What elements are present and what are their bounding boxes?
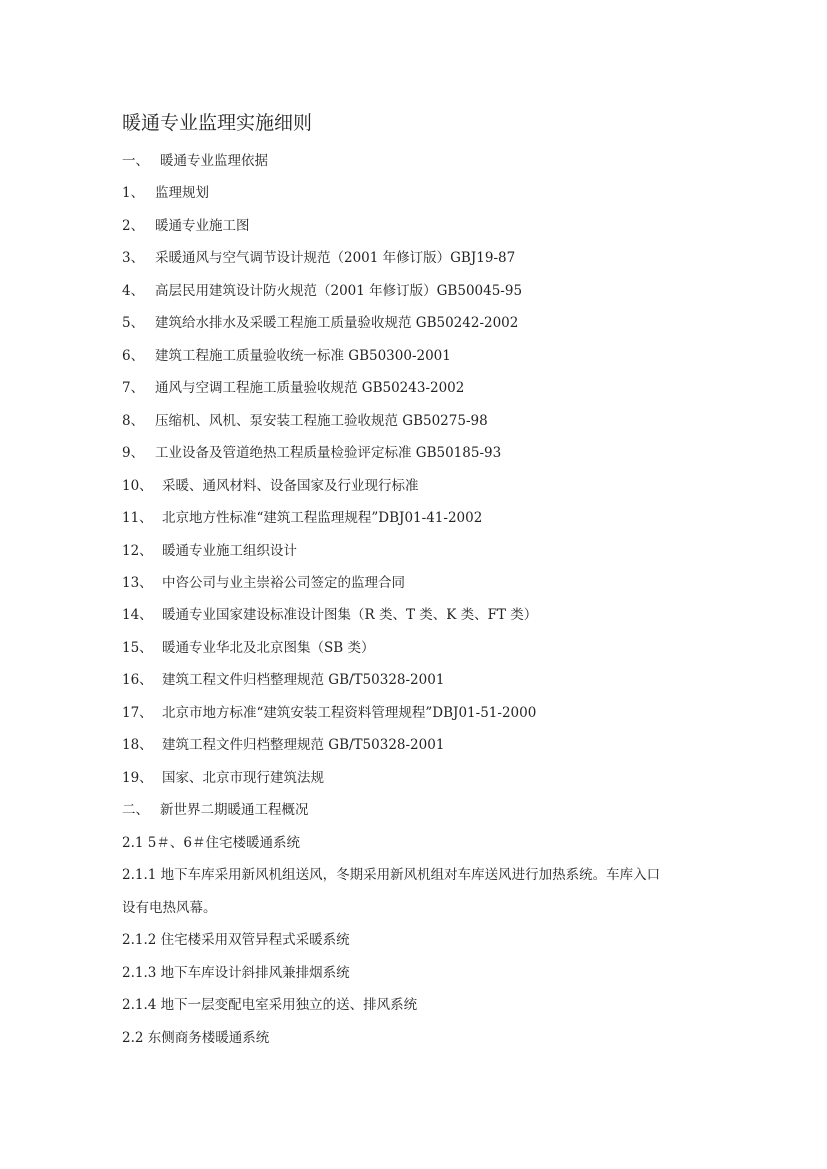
list-item-text: 暖通专业施工组织设计 <box>162 543 297 559</box>
list-item <box>122 573 405 593</box>
list-item-number: 17、 <box>122 705 153 721</box>
paragraph-line: 2.1 5＃、6＃住宅楼暖通系统 <box>122 835 300 851</box>
list-item-number: 11、 <box>122 510 153 526</box>
paragraph-line: 2.1.2 住宅楼采用双管异程式采暖系统 <box>122 932 350 948</box>
list-item-number: 13、 <box>122 575 153 591</box>
list-item-text: 新世界二期暖通工程概况 <box>160 802 309 818</box>
list-item-text: 暖通专业华北及北京图集（SB 类） <box>162 640 375 656</box>
list-item-number: 5、 <box>122 315 145 331</box>
list-item <box>122 411 488 431</box>
list-item <box>122 800 309 820</box>
list-item <box>122 313 518 333</box>
list-item <box>122 541 297 561</box>
paragraph-line: 2.1.3 地下车库设计斜排风兼排烟系统 <box>122 965 350 981</box>
paragraph-line: 2.1.4 地下一层变配电室采用独立的送、排风系统 <box>122 997 418 1013</box>
list-item-text: 建筑给水排水及采暖工程施工质量验收规范 GB50242-2002 <box>155 315 519 331</box>
paragraph-line: 2.1.1 地下车库采用新风机组送风，冬期采用新风机组对车库送风进行加热系统。车库入口 <box>122 867 661 883</box>
list-item-text: 北京地方性标准“建筑工程监理规程”DBJ01-41-2002 <box>162 510 483 526</box>
list-item-number: 15、 <box>122 640 153 656</box>
list-item-number: 8、 <box>122 413 145 429</box>
list-item-number: 一、 <box>122 153 149 169</box>
list-item-number: 9、 <box>122 445 145 461</box>
list-item-number: 18、 <box>122 737 153 753</box>
list-item <box>122 281 522 301</box>
list-item-number: 2、 <box>122 218 145 234</box>
list-item <box>122 151 268 171</box>
list-item-text: 监理规划 <box>155 185 209 201</box>
list-item <box>122 443 501 463</box>
list-item-number: 1、 <box>122 185 145 201</box>
list-item-text: 工业设备及管道绝热工程质量检验评定标准 GB50185-93 <box>155 445 502 461</box>
list-item <box>122 346 451 366</box>
list-item-text: 暖通专业监理依据 <box>160 153 268 169</box>
list-item-text: 采暖通风与空气调节设计规范（2001 年修订版）GBJ19-87 <box>155 250 516 266</box>
list-item-text: 通风与空调工程施工质量验收规范 GB50243-2002 <box>155 380 465 396</box>
list-item-number: 4、 <box>122 283 145 299</box>
paragraph-line: 设有电热风幕。 <box>122 900 217 916</box>
list-item-text: 暖通专业国家建设标准设计图集（R 类、T 类、K 类、FT 类） <box>162 607 538 623</box>
list-item <box>122 508 482 528</box>
list-item-text: 中咨公司与业主崇裕公司签定的监理合同 <box>162 575 405 591</box>
list-item <box>122 476 419 496</box>
list-item-number: 二、 <box>122 802 149 818</box>
list-item <box>122 670 444 690</box>
list-item <box>122 735 444 755</box>
list-item <box>122 216 250 236</box>
list-item-text: 采暖、通风材料、设备国家及行业现行标准 <box>162 478 419 494</box>
list-item-number: 7、 <box>122 380 145 396</box>
document-title: 暖通专业监理实施细则 <box>122 112 313 134</box>
list-item-number: 3、 <box>122 250 145 266</box>
list-item-text: 国家、北京市现行建筑法规 <box>162 770 324 786</box>
list-item-text: 暖通专业施工图 <box>155 218 250 234</box>
list-item <box>122 703 536 723</box>
list-item-number: 6、 <box>122 348 145 364</box>
list-item-number: 10、 <box>122 478 153 494</box>
list-item-text: 建筑工程文件归档整理规范 GB/T50328-2001 <box>162 672 445 688</box>
list-item-number: 12、 <box>122 543 153 559</box>
list-item <box>122 248 515 268</box>
paragraph-line: 2.2 东侧商务楼暖通系统 <box>122 1030 270 1046</box>
list-item <box>122 378 464 398</box>
list-item-text: 高层民用建筑设计防火规范（2001 年修订版）GB50045-95 <box>155 283 523 299</box>
list-item-text: 建筑工程文件归档整理规范 GB/T50328-2001 <box>162 737 445 753</box>
list-item <box>122 638 374 658</box>
list-item <box>122 768 324 788</box>
list-item-text: 建筑工程施工质量验收统一标准 GB50300-2001 <box>155 348 451 364</box>
list-item <box>122 605 537 625</box>
list-item-text: 北京市地方标准“建筑安装工程资料管理规程”DBJ01-51-2000 <box>162 705 537 721</box>
list-item <box>122 183 209 203</box>
list-item-number: 19、 <box>122 770 153 786</box>
list-item-number: 14、 <box>122 607 153 623</box>
list-item-number: 16、 <box>122 672 153 688</box>
list-item-text: 压缩机、风机、泵安装工程施工验收规范 GB50275-98 <box>155 413 488 429</box>
